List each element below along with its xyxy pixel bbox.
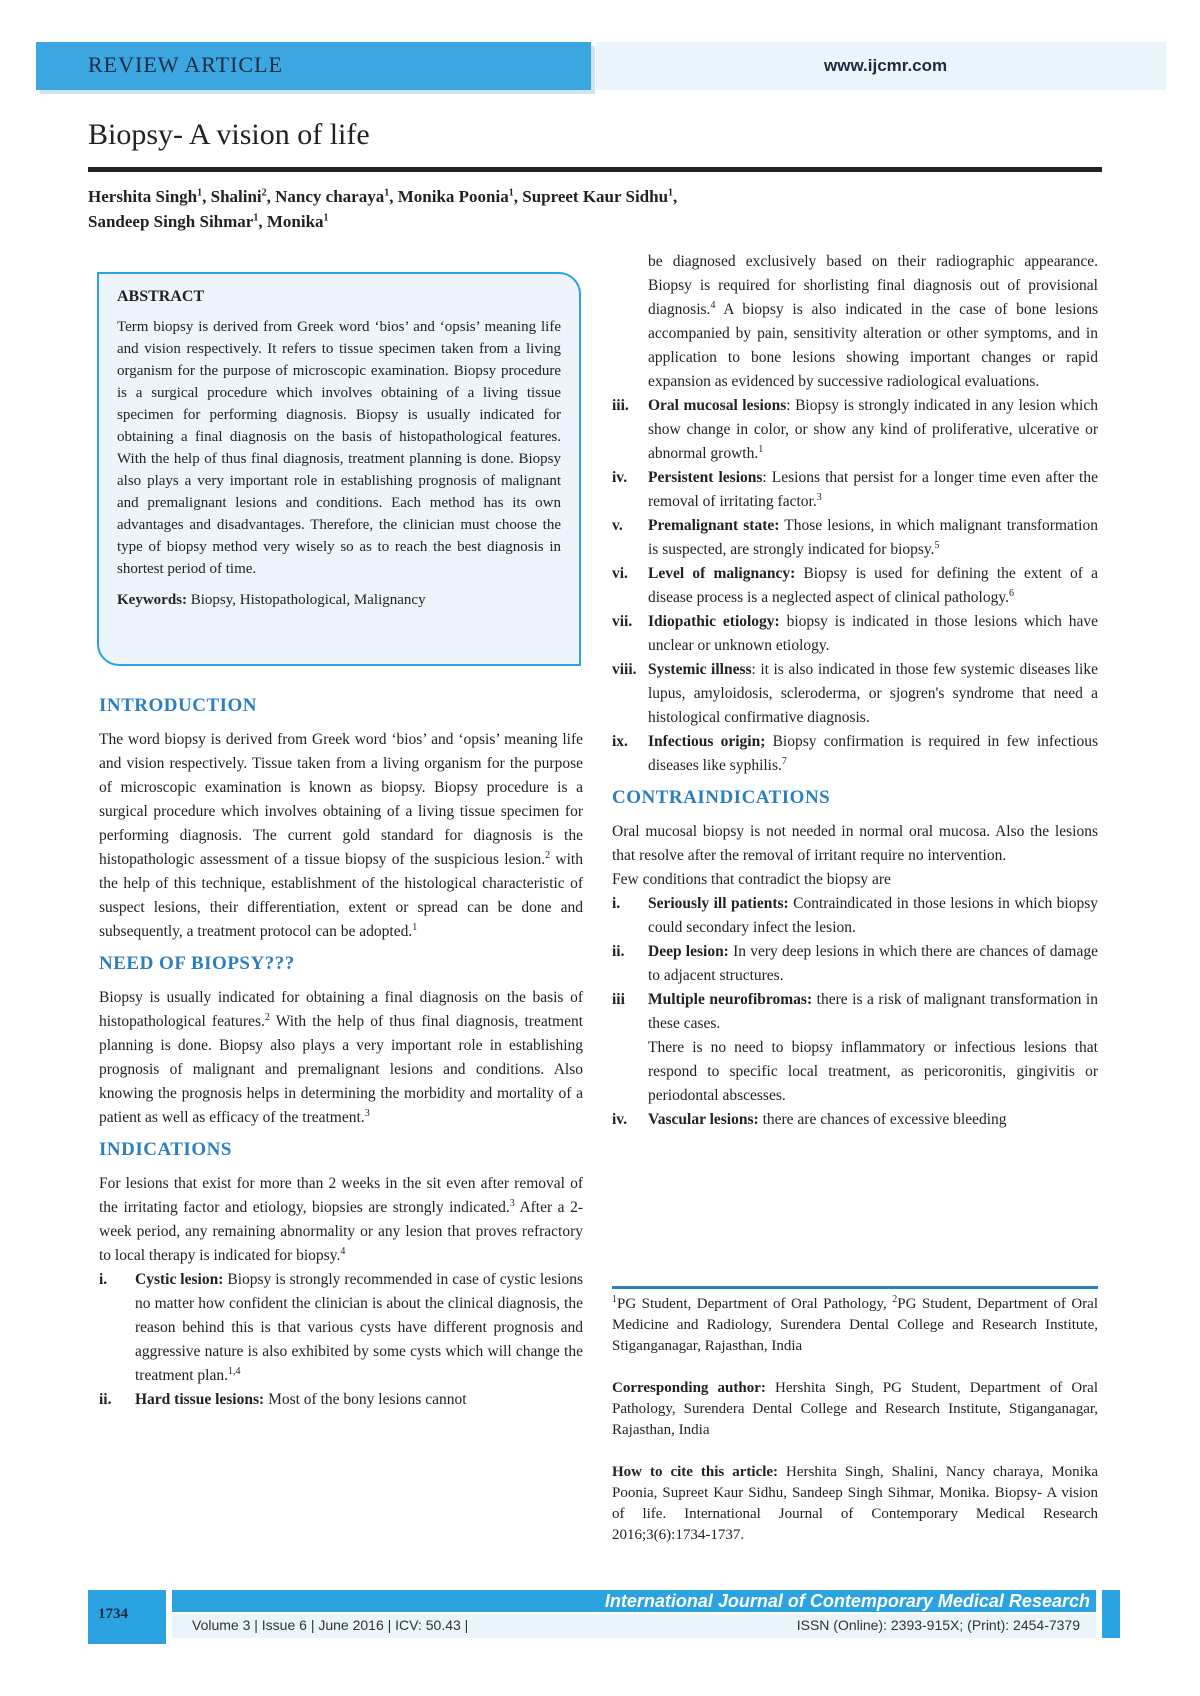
page-number: 1734 <box>98 1606 128 1622</box>
corresponding-author: Corresponding author: Hershita Singh, PG Student, Department of Oral Pathology, Surendera Dental College and Research Institute, Stiganganagar, Rajasthan, India <box>612 1380 1098 1438</box>
indications-intro: For lesions that exist for more than 2 weeks in the sit even after removal of the irritating factor and etiology, biopsies are strongly indicated.$^3$ After a 2- week period, any remaining abnormality or any lesion that proves refractory to local therapy is indicated for biopsy.$^4$ <box>99 1175 583 1264</box>
contra-paragraph-2: Few conditions that contradict the biopsy are <box>612 871 891 888</box>
keywords: Keywords: Biopsy, Histopathological, Malignancy <box>117 592 426 608</box>
citation: How to cite this article: Hershita Singh, Shalini, Nancy charaya, Monika Poonia, Supreet Kaur Sidhu, Sandeep Singh Sihmar, Monika. Biopsy- A vision of life. International Journal of Contemporary Medical Research 2016;3(6):1734-1737. <box>612 1464 1098 1543</box>
left-column <box>99 694 583 1412</box>
affiliation-footnote: $^1$PG Student, Department of Oral Pathology, $^2$PG Student, Department of Oral Medicine and Radiology, Surendera Dental College and Research Institute, Stiganganagar, Rajasthan, India <box>612 1294 1098 1354</box>
footer-end-bar <box>1102 1590 1120 1638</box>
author-line-1: Hershita Singh$^1$, Shalini$^2$, Nancy charaya$^1$, Monika Poonia$^1$, Supreet Kaur Sidhu$^1$, <box>88 187 678 206</box>
journal-url[interactable]: www.ijcmr.com <box>824 56 948 75</box>
list-item: i. Seriously ill patients: Contraindicated in those lesions in which biopsy could secondary infect the lesion. <box>612 895 1098 936</box>
author-list <box>88 184 1088 234</box>
intro-paragraph: The word biopsy is derived from Greek word ‘bios’ and ‘opsis’ meaning life and vision respectively. Tissue taken from a living organism for the purpose of microscopic examination is known as biopsy. Biopsy procedure is a surgical procedure which involves obtaining of a living tissue specimen for performing diagnosis. The current gold standard for diagnosis is the histopathologic assessment of a tissue biopsy of the suspicious lesion.$^2$ with the help of this technique, establishment of the histological characteristic of suspect lesions, their differentiation, extent or spread can be done and subsequently, a treatment protocol can be adopted.$^1$ <box>99 731 583 940</box>
issn-info: ISSN (Online): 2393-915X; (Print): 2454-7379 <box>796 1617 1080 1633</box>
abstract-box <box>97 272 581 666</box>
list-item: There is no need to biopsy inflammatory or infectious lesions that respond to specific local treatment, as pericoronitis, gingivitis or periodontal abscesses. <box>648 1039 1098 1104</box>
author: Hershita Singh <box>88 187 198 206</box>
list-item: iii. Oral mucosal lesions: Biopsy is strongly indicated in any lesion which show change in color, or show any kind of proliferative, ulcerative or abnormal growth.$^1$ <box>612 397 1098 462</box>
abstract-heading: ABSTRACT <box>117 288 205 305</box>
list-item: iii Multiple neurofibromas: there is a risk of malignant transformation in these cases. <box>612 991 1098 1032</box>
article-type-label: REVIEW ARTICLE <box>88 52 283 77</box>
abstract-text: Term biopsy is derived from Greek word ‘bios’ and ‘opsis’ meaning life and vision respectively. It refers to tissue specimen taken from a living organism for the purpose of microscopic examination. Biopsy procedure is a surgical procedure which involves obtaining of a living tissue specimen for performing diagnosis. Biopsy is usually indicated for obtaining a final diagnosis on the basis of histopathological features. With the help of thus final diagnosis, treatment planning is done. Biopsy also plays a very important role in establishing prognosis of malignant and premalignant lesions and conditions. Each method has its own advantages and disadvantages. Therefore, the clinician must choose the type of biopsy method very wisely so as to reach the best diagnosis in shortest period of time. <box>117 319 561 577</box>
author: Monika <box>266 212 324 231</box>
author: Nancy charaya <box>275 187 385 206</box>
list-item: ix. Infectious origin; Biopsy confirmation is required in few infectious diseases like syphilis.$^7$ <box>612 733 1098 774</box>
journal-name: International Journal of Contemporary Medical Research <box>604 1591 1090 1611</box>
list-item: vii. Idiopathic etiology: biopsy is indicated in those lesions which have unclear or unknown etiology. <box>612 613 1098 654</box>
list-item: ii. Hard tissue lesions: Most of the bony lesions cannot <box>99 1391 467 1408</box>
volume-info: Volume 3 | Issue 6 | June 2016 | ICV: 50.43 | <box>192 1617 469 1633</box>
section-heading-need: NEED OF BIOPSY??? <box>99 953 295 974</box>
author: Sandeep Singh Sihmar <box>88 212 254 231</box>
list-item: viii. Systemic illness: it is also indicated in those few systemic diseases like lupus, amyloidosis, scleroderma, or sjogren's syndrome that need a histological confirmative diagnosis. <box>612 661 1098 726</box>
article-title: Biopsy- A vision of life <box>88 118 370 151</box>
title-rule <box>88 167 1102 172</box>
need-paragraph: Biopsy is usually indicated for obtaining a final diagnosis on the basis of histopathological features.$^2$ With the help of thus final diagnosis, treatment planning is done. Biopsy also plays a very important role in establishing prognosis of malignant and premalignant lesions and conditions. Also knowing the prognosis helps in determining the morbidity and mortality of a patient as well as efficacy of the treatment.$^3$ <box>99 989 584 1126</box>
author: Monika Poonia <box>397 187 509 206</box>
list-item: ii. Deep lesion: In very deep lesions in which there are chances of damage to adjacent structures. <box>612 943 1098 984</box>
author-line-2: Sandeep Singh Sihmar$^1$, Monika$^1$ <box>88 212 329 231</box>
right-column <box>612 250 1098 1132</box>
list-item: vi. Level of malignancy: Biopsy is used for defining the extent of a disease process is a neglected aspect of clinical pathology.$^6$ <box>612 565 1098 606</box>
footnote-rule <box>612 1286 1098 1289</box>
contra-paragraph: Oral mucosal biopsy is not needed in normal oral mucosa. Also the lesions that resolve after the removal of irritant require no intervention. <box>612 823 1098 864</box>
list-item: iv. Persistent lesions: Lesions that persist for a longer time even after the removal of irritating factor.$^3$ <box>612 469 1098 510</box>
list-item: i. Cystic lesion: Biopsy is strongly recommended in case of cystic lesions no matter how confident the clinician is about the clinical diagnosis, the reason behind this is that various cysts have different prognosis and aggressive nature is also exhibited by some cysts which will change the treatment plan.$^{1,4}$ <box>99 1271 583 1384</box>
list-item: v. Premalignant state: Those lesions, in which malignant transformation is suspected, are strongly indicated for biopsy.$^5$ <box>612 517 1098 558</box>
section-heading-introduction: INTRODUCTION <box>99 695 258 716</box>
author: Supreet Kaur Sidhu <box>522 187 669 206</box>
list-item: iv. Vascular lesions: there are chances of excessive bleeding <box>612 1111 1007 1128</box>
indication-continuation: be diagnosed exclusively based on their radiographic appearance. Biopsy is required for shorlisting final diagnosis out of provisional diagnosis.$^4$ A biopsy is also indicated in the case of bone lesions accompanied by pain, sensitivity alteration or other symptoms, and in application to bone lesions showing important changes or rapid expansion as evidenced by successive radiological evaluations. <box>648 253 1098 390</box>
section-heading-indications: INDICATIONS <box>99 1139 232 1160</box>
section-heading-contraindications: CONTRAINDICATIONS <box>612 787 831 808</box>
author: Shalini <box>210 187 262 206</box>
